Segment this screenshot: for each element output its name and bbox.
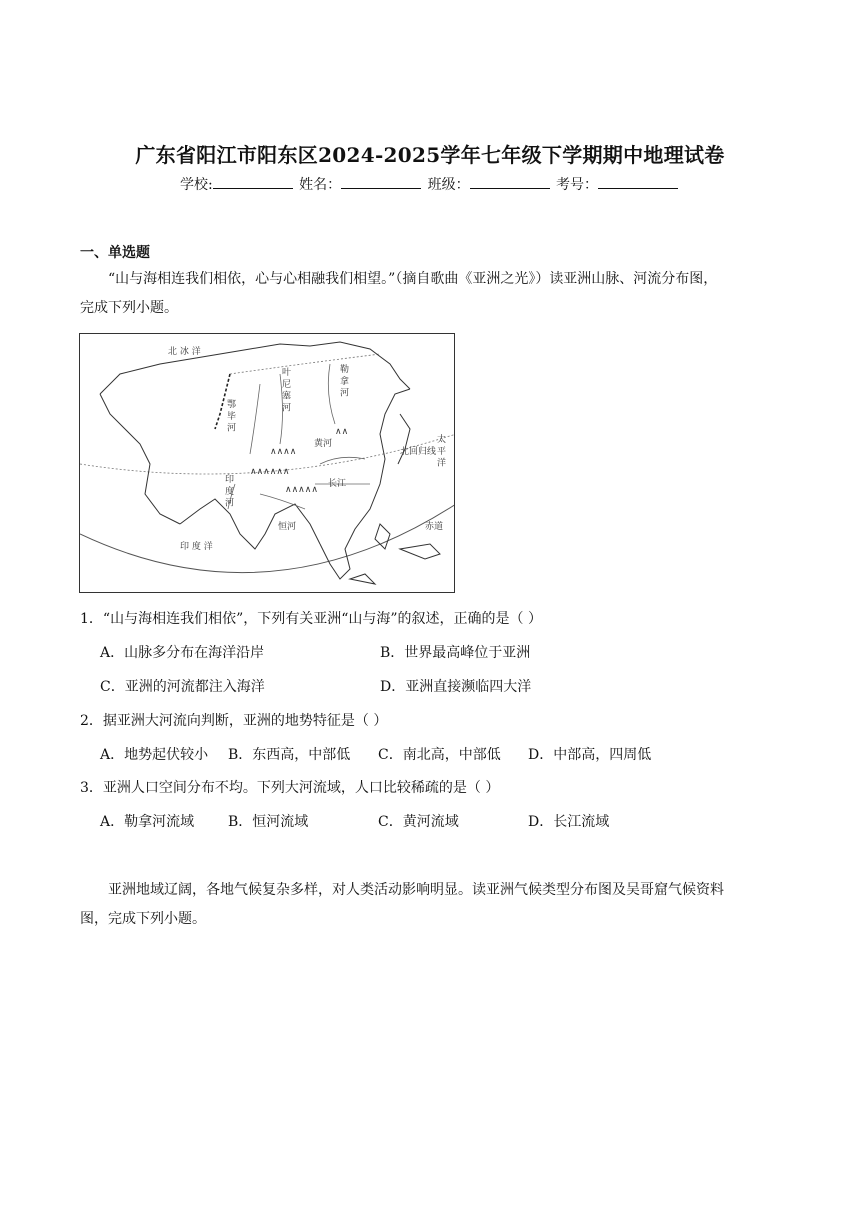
student-info-line xyxy=(0,174,860,194)
yellow-river xyxy=(320,457,365,464)
islands xyxy=(400,544,440,559)
name-blank[interactable] xyxy=(341,174,421,189)
west-coast xyxy=(100,394,180,524)
q1-option-d[interactable]: D．亚洲直接濒临四大洋 xyxy=(380,679,532,695)
label-ob: 鄂 毕 河 xyxy=(225,399,235,432)
q3-option-b[interactable]: B．恒河流域 xyxy=(228,814,309,830)
intro-paragraph xyxy=(80,265,780,323)
q2-option-c[interactable]: C．南北高，中部低 xyxy=(378,747,501,763)
class-label: 班级： xyxy=(427,177,470,193)
class-blank[interactable] xyxy=(470,174,550,189)
label-ganges: 恒河 xyxy=(278,522,297,532)
lena-river xyxy=(328,364,335,424)
second-intro-paragraph xyxy=(80,876,780,934)
arctic-circle-line xyxy=(230,354,380,374)
islands-south xyxy=(350,574,375,584)
section-title: 一、单选题 xyxy=(80,245,150,261)
exam-number-label: 考号： xyxy=(556,177,599,193)
q3-option-a[interactable]: A．勒拿河流域 xyxy=(100,814,195,830)
exam-title: 广东省阳江市阳东区2024-2025学年七年级下学期期中地理试卷 xyxy=(135,143,725,167)
question-3-stem: 3．亚洲人口空间分布不均。下列大河流域，人口比较稀疏的是（ ） xyxy=(80,780,500,796)
q1-option-c[interactable]: C．亚洲的河流都注入海洋 xyxy=(100,679,265,695)
intro-line-1: “山与海相连我们相依，心与心相融我们相望。”（摘自歌曲《亚洲之光》）读亚洲山脉、河流分布图， xyxy=(108,271,718,287)
label-yenisei: 叶 尼 塞 河 xyxy=(280,367,290,412)
second-intro-line-2: 图，完成下列小题。 xyxy=(80,911,206,927)
intro-line-2: 完成下列小题。 xyxy=(80,300,178,316)
question-1-stem: 1．“山与海相连我们相依”，下列有关亚洲“山与海”的叙述，正确的是（ ） xyxy=(80,611,542,627)
q1-option-b[interactable]: B．世界最高峰位于亚洲 xyxy=(380,645,531,661)
asia-map xyxy=(79,333,455,593)
label-tropic: 北回归线 xyxy=(400,447,437,457)
label-yangtze: 长江 xyxy=(328,479,347,489)
school-label: 学校: xyxy=(179,177,213,193)
question-2-stem: 2．据亚洲大河流向判断，亚洲的地势特征是（ ） xyxy=(80,713,388,729)
mountain-mark: ∧∧∧∧∧ xyxy=(285,485,318,495)
q2-option-d[interactable]: D．中部高，四周低 xyxy=(528,747,652,763)
q3-option-d[interactable]: D．长江流域 xyxy=(528,814,610,830)
school-blank[interactable] xyxy=(213,174,293,189)
mountain-mark: ∧∧∧∧∧∧ xyxy=(250,467,290,477)
label-lena: 勒 拿 河 xyxy=(338,364,348,397)
ob-river xyxy=(250,384,260,454)
label-indian-ocean: 印 度 洋 xyxy=(180,542,213,552)
label-indus: 印 度 河 xyxy=(223,474,233,507)
mountain-mark: ∧∧∧∧ xyxy=(270,447,297,457)
exam-number-blank[interactable] xyxy=(598,174,678,189)
north-coast xyxy=(100,342,410,394)
label-equator: 赤道 xyxy=(425,522,444,532)
equator-line xyxy=(80,504,455,573)
q3-option-c[interactable]: C．黄河流域 xyxy=(378,814,459,830)
q1-option-a[interactable]: A．山脉多分布在海洋沿岸 xyxy=(100,645,265,661)
q2-option-b[interactable]: B．东西高，中部低 xyxy=(228,747,351,763)
asia-map-svg xyxy=(80,334,455,593)
label-pacific: 太 平 洋 xyxy=(435,434,445,467)
label-yellow-river: 黄河 xyxy=(314,439,333,449)
label-arctic: 北 冰 洋 xyxy=(168,347,201,357)
second-intro-line-1: 亚洲地域辽阔，各地气候复杂多样，对人类活动影响明显。读亚洲气候类型分布图及吴哥窟气候资料 xyxy=(108,882,724,898)
name-label: 姓名： xyxy=(299,177,342,193)
ganges-river xyxy=(260,494,305,509)
mountain-mark: ∧∧ xyxy=(335,427,349,437)
q2-option-a[interactable]: A．地势起伏较小 xyxy=(100,747,209,763)
